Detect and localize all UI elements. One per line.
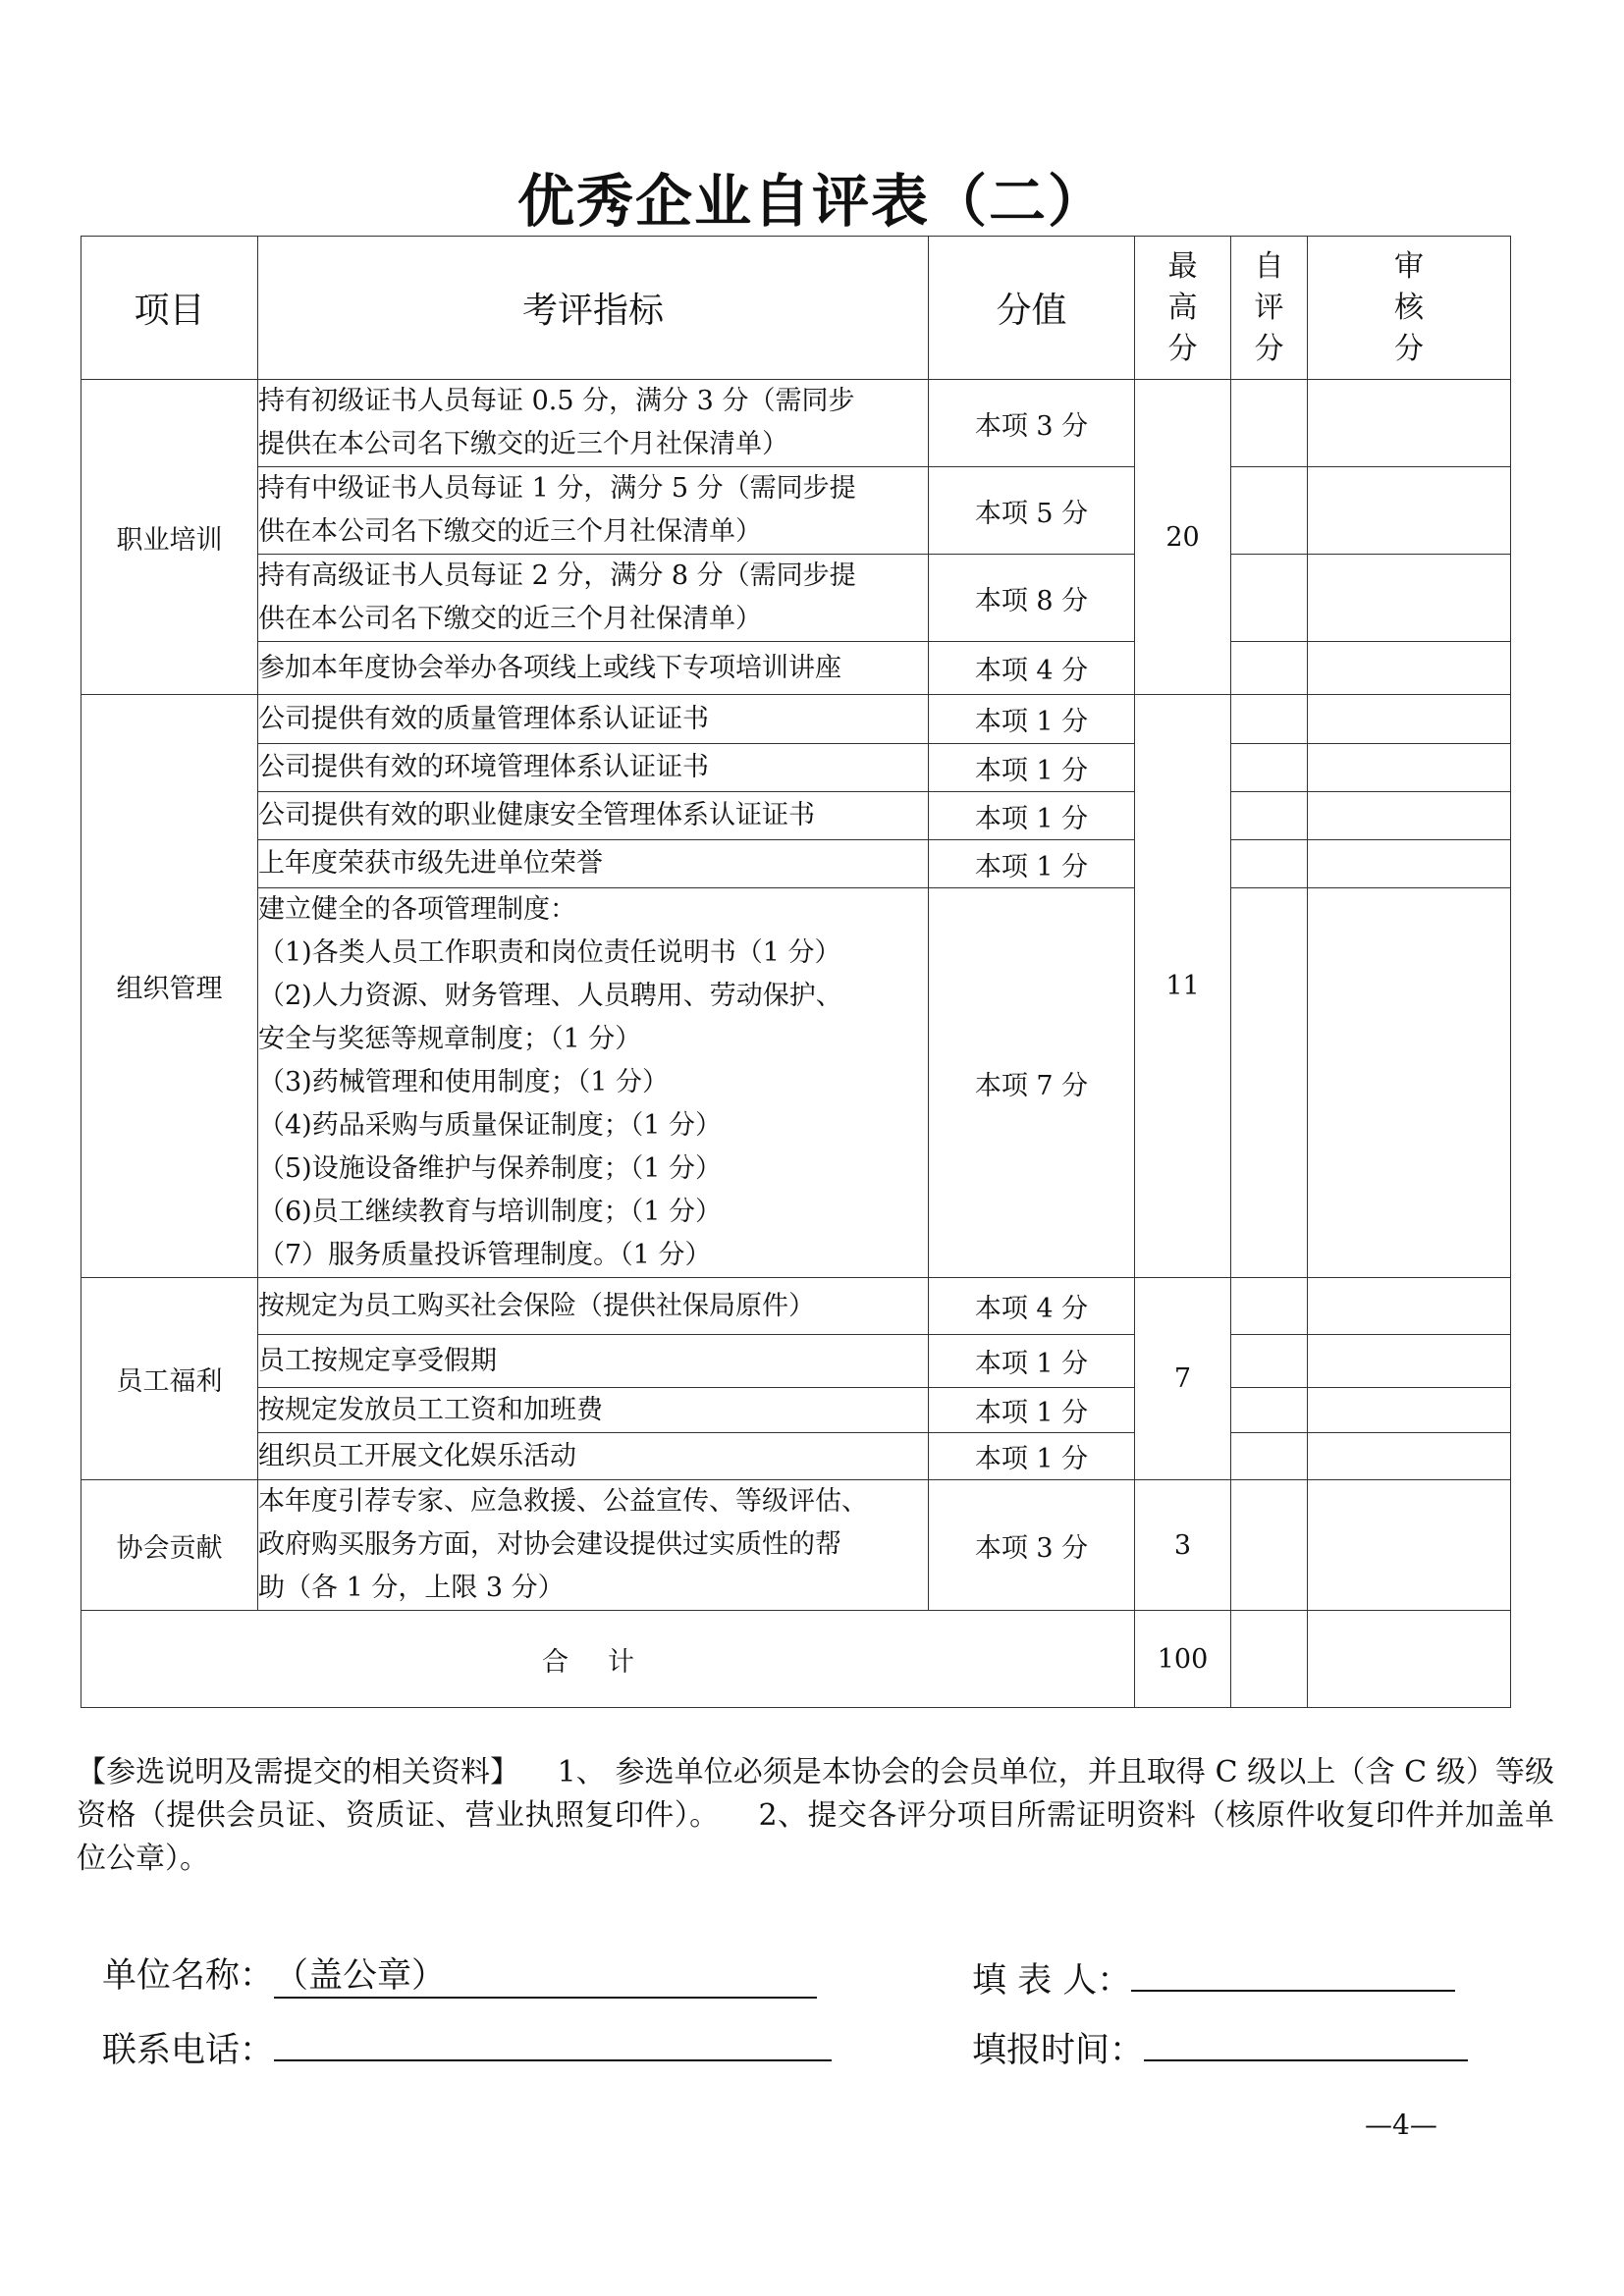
indicator-line: 持有初级证书人员每证 0.5 分，满分 3 分（需同步	[258, 386, 855, 416]
table-row	[81, 380, 1511, 467]
score-value-cell: 本项 7 分	[929, 888, 1135, 1278]
table-row	[81, 888, 1511, 1278]
page-number: —4—	[1365, 2109, 1437, 2141]
indicator-line: 政府购买服务方面，对协会建设提供过实质性的帮	[258, 1529, 841, 1560]
filler-field[interactable]	[1131, 1949, 1455, 1992]
indicator-line: 公司提供有效的职业健康安全管理体系认证证书	[258, 800, 815, 830]
header-item: 项目	[81, 237, 258, 380]
notes-item-2: 2、提交各评分项目所需证明资料（核原件收复印件并加盖单位公章）。	[77, 1798, 1554, 1876]
review-score-field[interactable]	[1308, 467, 1511, 555]
header-score: 分值	[929, 237, 1135, 380]
indicator-cell	[258, 744, 929, 792]
total-max: 100	[1135, 1611, 1231, 1708]
notes	[77, 1751, 1554, 1881]
self-score-field[interactable]	[1231, 380, 1308, 467]
self-score-field[interactable]	[1231, 1278, 1308, 1335]
score-value-cell: 本项 1 分	[929, 1335, 1135, 1388]
indicator-cell	[258, 467, 929, 555]
indicator-line: 安全与奖惩等规章制度；（1 分）	[258, 1024, 642, 1054]
table-row	[81, 1480, 1511, 1611]
table-row	[81, 1433, 1511, 1480]
max-score-cell: 11	[1135, 695, 1231, 1278]
indicator-line: 按规定发放员工工资和加班费	[258, 1394, 603, 1425]
phone-label: 联系电话：	[102, 2031, 275, 2070]
table-row	[81, 467, 1511, 555]
indicator-cell	[258, 642, 929, 695]
table-row	[81, 695, 1511, 744]
self-score-field[interactable]	[1231, 1335, 1308, 1388]
phone-field[interactable]	[274, 2018, 832, 2061]
review-score-field[interactable]	[1308, 1335, 1511, 1388]
indicator-line: 参加本年度协会举办各项线上或线下专项培训讲座	[258, 652, 841, 683]
indicator-line: 本年度引荐专家、应急救援、公益宣传、等级评估、	[258, 1486, 868, 1517]
review-score-field[interactable]	[1308, 695, 1511, 744]
self-score-field[interactable]	[1231, 467, 1308, 555]
header-row	[81, 237, 1511, 380]
header-review-score: 审 核 分	[1308, 237, 1511, 380]
indicator-cell	[258, 555, 929, 642]
indicator-cell	[258, 792, 929, 840]
self-score-field[interactable]	[1231, 792, 1308, 840]
table-row	[81, 840, 1511, 888]
table-row	[81, 555, 1511, 642]
indicator-line: 公司提供有效的质量管理体系认证证书	[258, 703, 709, 734]
score-value-cell: 本项 4 分	[929, 1278, 1135, 1335]
table-row	[81, 642, 1511, 695]
indicator-line: （6)员工继续教育与培训制度；（1 分）	[258, 1197, 722, 1227]
score-value-cell: 本项 1 分	[929, 840, 1135, 888]
unit-name-field[interactable]	[274, 1955, 817, 1999]
score-value-cell: 本项 1 分	[929, 744, 1135, 792]
category-cell: 协会贡献	[81, 1480, 258, 1611]
indicator-line: 组织员工开展文化娱乐活动	[258, 1440, 576, 1471]
review-score-field[interactable]	[1308, 1480, 1511, 1611]
self-score-field[interactable]	[1231, 642, 1308, 695]
indicator-line: 员工按规定享受假期	[258, 1345, 497, 1376]
indicator-cell	[258, 1433, 929, 1480]
table-row	[81, 744, 1511, 792]
indicator-line: 供在本公司名下缴交的近三个月社保清单）	[258, 516, 762, 547]
review-score-field[interactable]	[1308, 840, 1511, 888]
score-value-cell: 本项 1 分	[929, 1433, 1135, 1480]
self-score-field[interactable]	[1231, 1433, 1308, 1480]
self-score-field[interactable]	[1231, 888, 1308, 1278]
header-indicator: 考评指标	[258, 237, 929, 380]
page-title: 优秀企业自评表（二）	[516, 168, 1107, 235]
score-value-cell: 本项 8 分	[929, 555, 1135, 642]
indicator-line: 建立健全的各项管理制度：	[258, 894, 576, 925]
table-row	[81, 792, 1511, 840]
indicator-line: （5)设施设备维护与保养制度；（1 分）	[258, 1153, 722, 1184]
indicator-cell	[258, 1278, 929, 1335]
evaluation-table	[81, 236, 1511, 1708]
self-score-field[interactable]	[1231, 695, 1308, 744]
unit-name-label: 单位名称：	[102, 1956, 275, 1996]
max-score-cell: 20	[1135, 380, 1231, 695]
indicator-line: 提供在本公司名下缴交的近三个月社保清单）	[258, 429, 788, 459]
total-label: 合计	[81, 1611, 1135, 1708]
indicator-cell	[258, 888, 929, 1278]
review-score-field[interactable]	[1308, 792, 1511, 840]
total-row	[81, 1611, 1511, 1708]
score-value-cell: 本项 4 分	[929, 642, 1135, 695]
indicator-line: 持有中级证书人员每证 1 分，满分 5 分（需同步提	[258, 473, 856, 504]
indicator-cell	[258, 1480, 929, 1611]
indicator-line: （7）服务质量投诉管理制度。（1 分）	[258, 1240, 712, 1270]
total-self-score-field[interactable]	[1231, 1611, 1308, 1708]
review-score-field[interactable]	[1308, 380, 1511, 467]
max-score-cell: 7	[1135, 1278, 1231, 1480]
review-score-field[interactable]	[1308, 1388, 1511, 1433]
score-value-cell: 本项 3 分	[929, 1480, 1135, 1611]
review-score-field[interactable]	[1308, 888, 1511, 1278]
indicator-cell	[258, 1335, 929, 1388]
table-row	[81, 1278, 1511, 1335]
score-value-cell: 本项 1 分	[929, 1388, 1135, 1433]
notes-heading: 【参选说明及需提交的相关资料】	[77, 1755, 520, 1789]
category-cell: 员工福利	[81, 1278, 258, 1480]
notes-item-1: 1、 参选单位必须是本协会的会员单位，并且取得 C 级以上（含 C 级）等级资格（提供会员证、资质证、营业执照复印件）。	[77, 1755, 1554, 1833]
self-score-field[interactable]	[1231, 744, 1308, 792]
score-value-cell: 本项 5 分	[929, 467, 1135, 555]
table-row	[81, 1335, 1511, 1388]
total-review-score-field[interactable]	[1308, 1611, 1511, 1708]
unit-name-stamp-note: （盖公章）	[274, 1956, 447, 1996]
date-row	[972, 2018, 1468, 2072]
indicator-line: （3)药械管理和使用制度；（1 分）	[258, 1067, 669, 1097]
self-score-field[interactable]	[1231, 555, 1308, 642]
category-cell: 组织管理	[81, 695, 258, 1278]
indicator-line: （4)药品采购与质量保证制度；（1 分）	[258, 1110, 722, 1141]
phone-row	[102, 2018, 832, 2072]
review-score-field[interactable]	[1308, 1433, 1511, 1480]
indicator-line: （1)各类人员工作职责和岗位责任说明书（1 分）	[258, 937, 841, 968]
review-score-field[interactable]	[1308, 555, 1511, 642]
review-score-field[interactable]	[1308, 1278, 1511, 1335]
category-cell: 职业培训	[81, 380, 258, 695]
indicator-line: 供在本公司名下缴交的近三个月社保清单）	[258, 604, 762, 634]
unit-name-row	[102, 1949, 817, 1999]
header-max: 最 高 分	[1135, 237, 1231, 380]
max-score-cell: 3	[1135, 1480, 1231, 1611]
indicator-cell	[258, 695, 929, 744]
indicator-line: 持有高级证书人员每证 2 分，满分 8 分（需同步提	[258, 561, 856, 591]
self-score-field[interactable]	[1231, 840, 1308, 888]
indicator-line: （2)人力资源、财务管理、人员聘用、劳动保护、	[258, 981, 842, 1011]
score-value-cell: 本项 1 分	[929, 695, 1135, 744]
indicator-cell	[258, 380, 929, 467]
self-score-field[interactable]	[1231, 1480, 1308, 1611]
self-score-field[interactable]	[1231, 1388, 1308, 1433]
score-value-cell: 本项 3 分	[929, 380, 1135, 467]
indicator-line: 按规定为员工购买社会保险（提供社保局原件）	[258, 1290, 815, 1321]
date-field[interactable]	[1144, 2018, 1468, 2061]
score-value-cell: 本项 1 分	[929, 792, 1135, 840]
table-row	[81, 1388, 1511, 1433]
indicator-cell	[258, 1388, 929, 1433]
indicator-line: 上年度荣获市级先进单位荣誉	[258, 848, 603, 879]
indicator-cell	[258, 840, 929, 888]
indicator-line: 助（各 1 分，上限 3 分）	[258, 1573, 565, 1603]
filler-row	[972, 1949, 1455, 2002]
header-self-score: 自 评 分	[1231, 237, 1308, 380]
indicator-line: 公司提供有效的环境管理体系认证证书	[258, 752, 709, 782]
filler-label: 填 表 人：	[972, 1961, 1132, 2001]
review-score-field[interactable]	[1308, 642, 1511, 695]
review-score-field[interactable]	[1308, 744, 1511, 792]
date-label: 填报时间：	[972, 2031, 1145, 2070]
